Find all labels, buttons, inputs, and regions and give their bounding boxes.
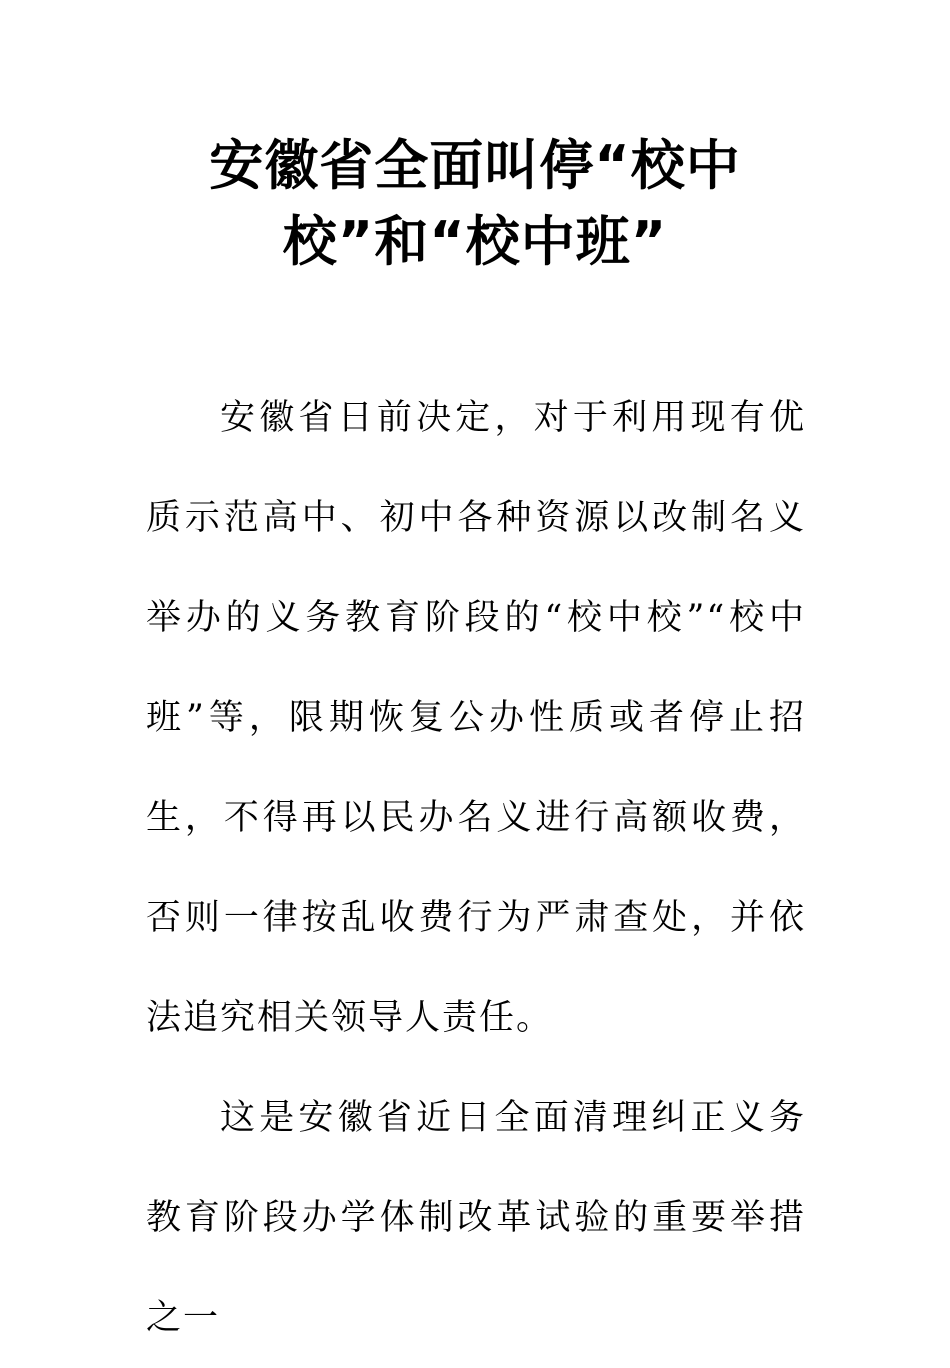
document-body [146, 368, 806, 1368]
title-line-1: 安徽省全面叫停“校中 [209, 134, 741, 197]
title-line-2: 校”和“校中班” [282, 210, 668, 273]
paragraph-1: 安徽省日前决定，对于利用现有优质示范高中、初中各种资源以改制名义举办的义务教育阶段的“校中校”“校中班”等，限期恢复公办性质或者停止招生，不得再以民办名义进行高额收费，否则一律按乱收费行为严肃查处，并依法追究相关领导人责任。 [146, 398, 806, 1038]
paragraph-2: 这是安徽省近日全面清理纠正义务教育阶段办学体制改革试验的重要举措之一 [146, 1098, 806, 1338]
document-title [145, 128, 805, 280]
